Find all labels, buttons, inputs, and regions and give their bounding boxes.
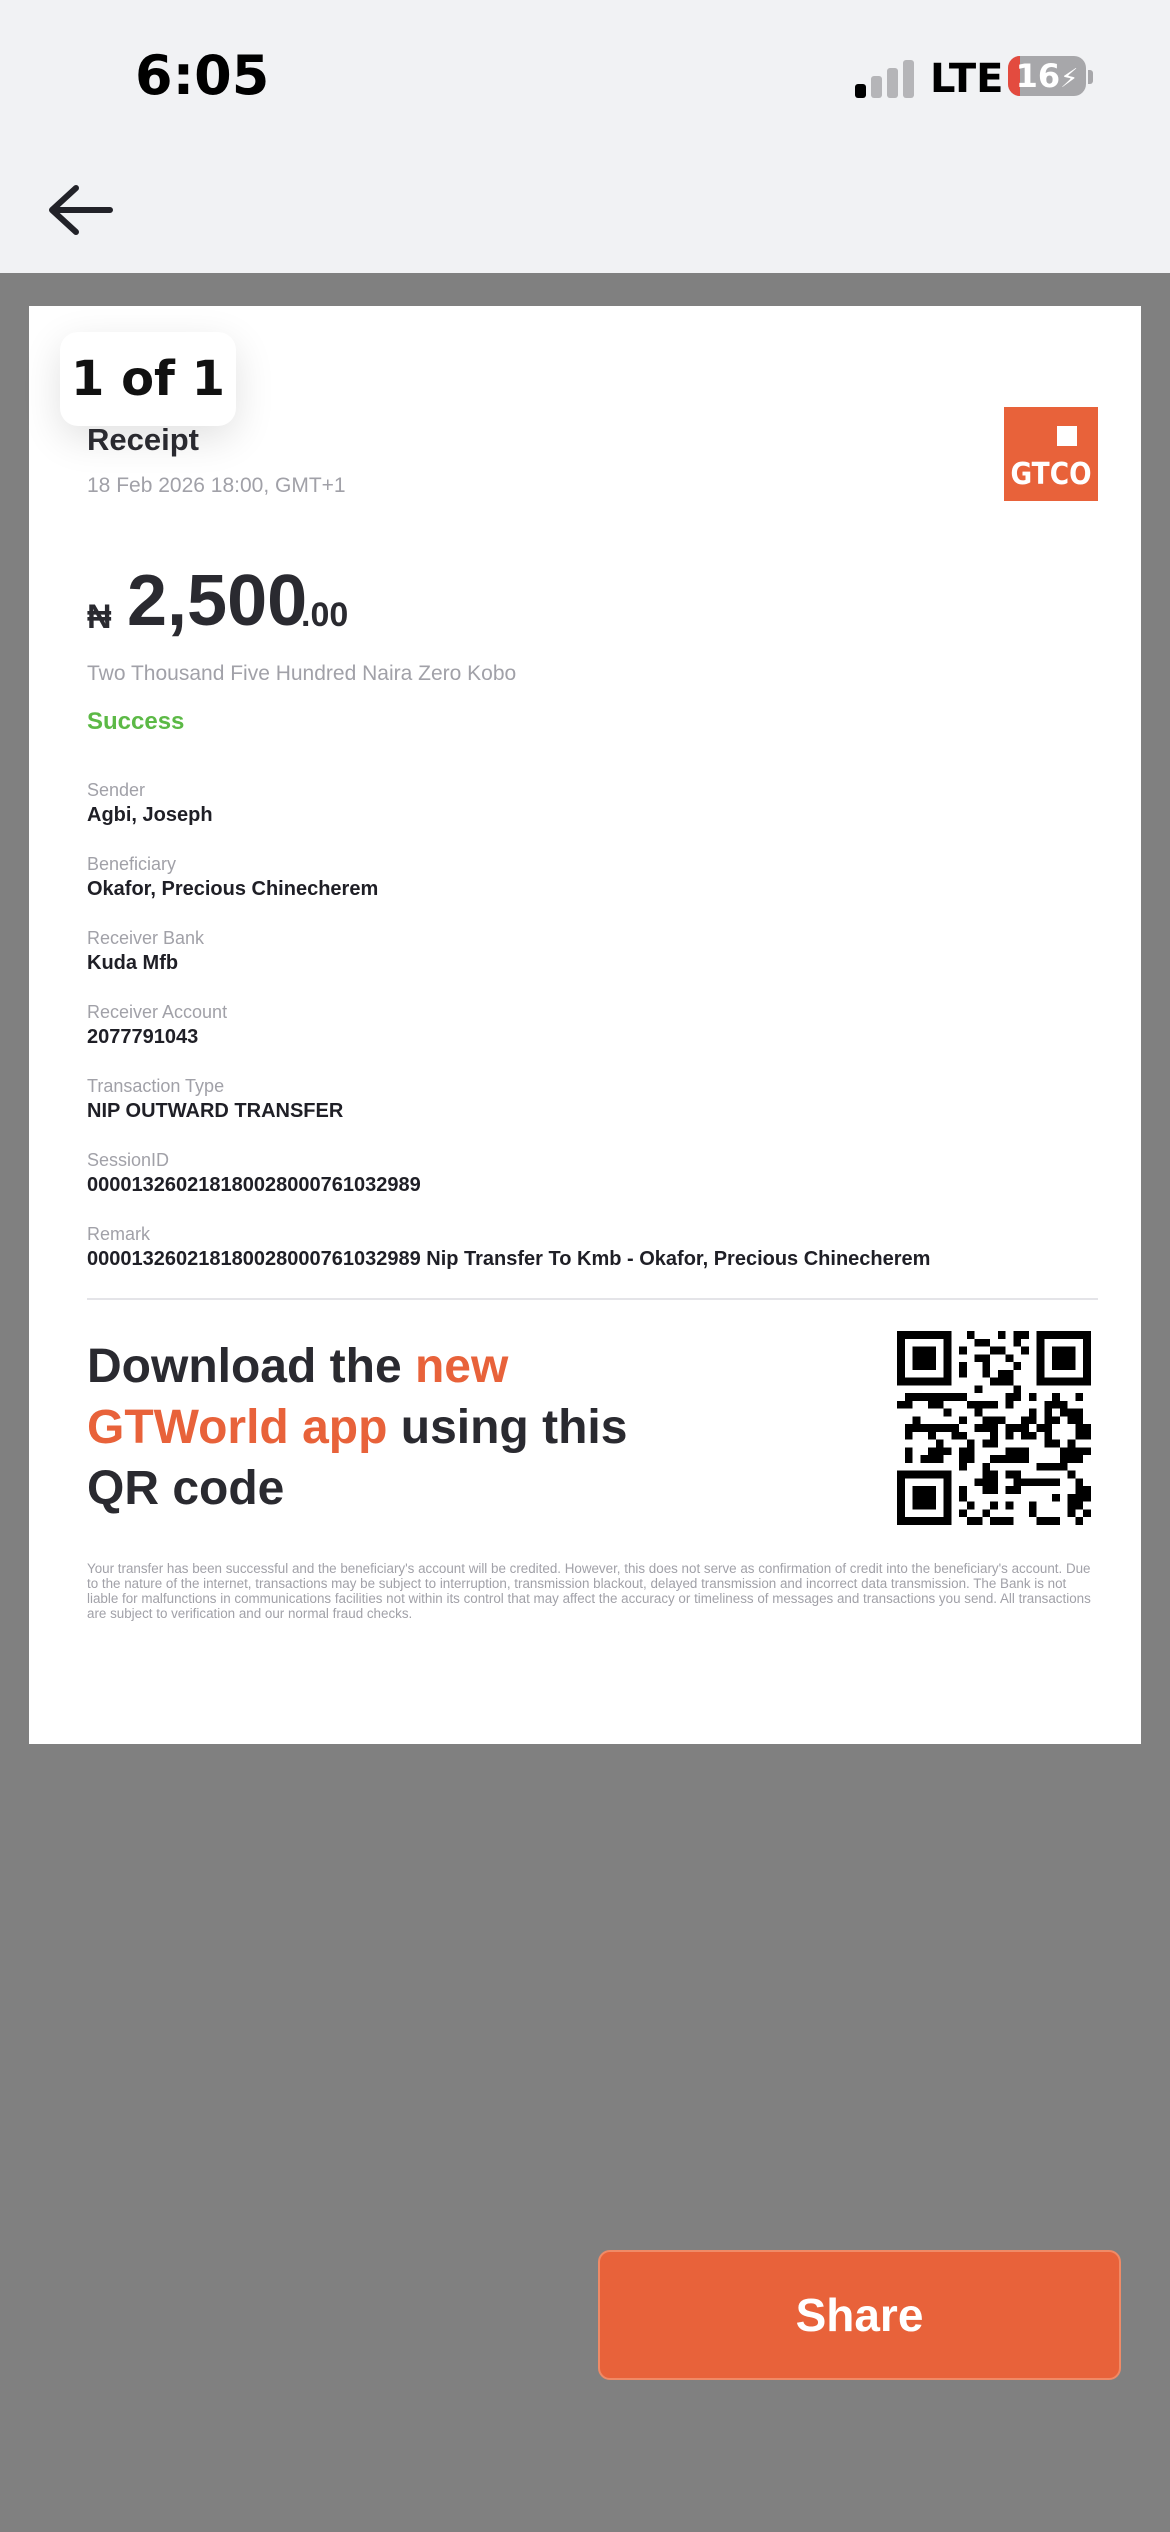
arrow-left-icon (40, 180, 120, 240)
beneficiary-value: Okafor, Precious Chinecherem (87, 878, 379, 900)
signal-strength-icon (855, 58, 915, 98)
divider (87, 1298, 1098, 1300)
share-button[interactable]: Share (598, 2250, 1121, 2380)
transaction-status: Success (87, 708, 185, 735)
receipt-card (29, 306, 1141, 1744)
remark-value: 000013260218180028000761032989 Nip Transfer To Kmb - Okafor, Precious Chinecherem (87, 1248, 931, 1270)
receiver-account-value: 2077791043 (87, 1026, 199, 1048)
receipt-title: Receipt (87, 422, 199, 457)
receiver-bank-label: Receiver Bank (87, 928, 205, 948)
receipt-date: 18 Feb 2026 18:00, GMT+1 (87, 474, 346, 497)
currency-symbol: ₦ (87, 598, 112, 636)
sender-value: Agbi, Joseph (87, 804, 213, 826)
amount-in-words: Two Thousand Five Hundred Naira Zero Kobo (87, 662, 517, 685)
battery-cap (1088, 70, 1093, 84)
network-type: LTE (930, 56, 1004, 102)
battery-level: 16 (1015, 57, 1061, 95)
disclaimer-text: Your transfer has been successful and the beneficiary's account will be credited. However, this does not serve as confirmation of credit into the beneficiary's account. Due to the nature of the internet, transactions may be subject to interruption, transmission blackout, delayed transmission and incorrect data transmission. The Bank is not liable for malfunctions in communications facilities not within its control that may affect the accuracy or timeliness of messages and transactions you send. All transactions are subject to verification and our normal fraud checks. (87, 1561, 1091, 1621)
page-counter: 1 of 1 (60, 332, 236, 426)
status-time: 6:05 (135, 44, 270, 107)
gtco-logo (1004, 407, 1098, 501)
download-text-part2: using this QR code (87, 1401, 628, 1515)
session-id-label: SessionID (87, 1150, 170, 1170)
transaction-type-value: NIP OUTWARD TRANSFER (87, 1100, 344, 1122)
receiver-account-label: Receiver Account (87, 1002, 228, 1022)
amount-decimal: .00 (301, 596, 349, 634)
download-text-part1: Download the (87, 1340, 415, 1393)
status-bar (0, 0, 1170, 150)
back-button[interactable] (40, 180, 120, 240)
nav-bar (0, 150, 1170, 273)
download-app-text (87, 1336, 647, 1519)
logo-square (1057, 426, 1077, 446)
charging-bolt-icon: ⚡ (1060, 64, 1079, 94)
receiver-bank-value: Kuda Mfb (87, 952, 179, 974)
battery-icon (1008, 56, 1086, 96)
transaction-type-label: Transaction Type (87, 1076, 225, 1096)
download-text-highlight: new GTWorld app (87, 1340, 509, 1454)
sender-label: Sender (87, 780, 146, 800)
remark-label: Remark (87, 1224, 151, 1244)
beneficiary-label: Beneficiary (87, 854, 177, 874)
amount-value: 2,500 (127, 561, 308, 641)
logo-text: GTCO (1010, 457, 1092, 492)
session-id-value: 000013260218180028000761032989 (87, 1174, 421, 1196)
qr-code (897, 1331, 1091, 1525)
